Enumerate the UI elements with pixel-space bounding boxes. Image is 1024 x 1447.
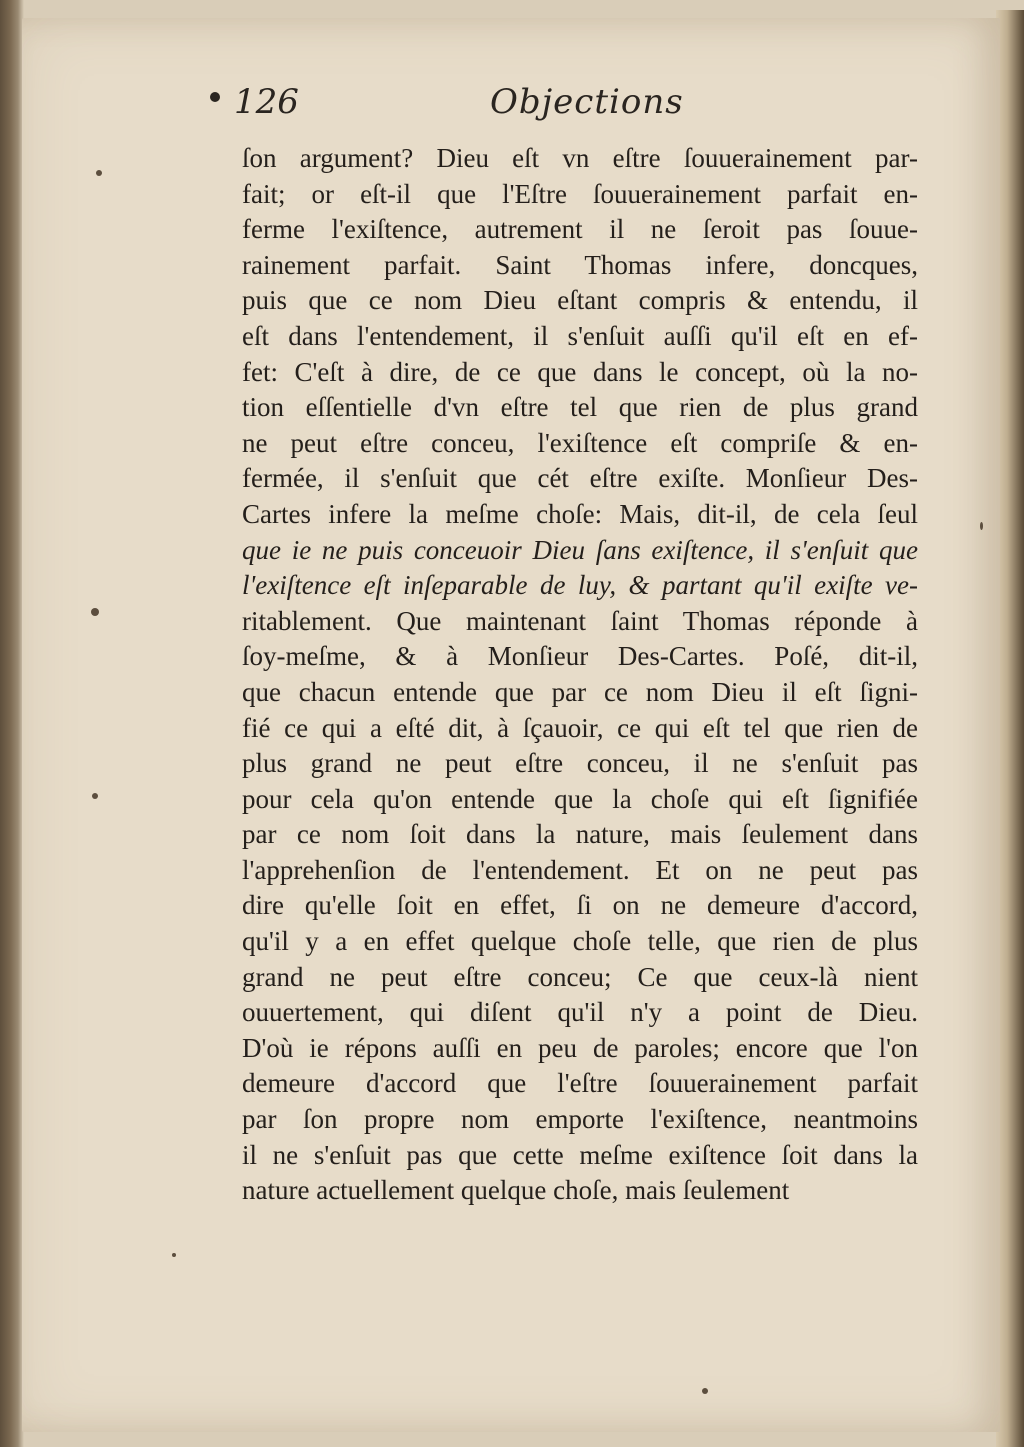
text-line-italic: l'exiſtence eſt inſeparable de luy, & partant qu'il exiſte ve-: [242, 570, 918, 601]
text-line-italic: que ie ne puis conceuoir Dieu ſans exiſtence, il s'enſuit que: [242, 534, 918, 565]
text-line: l'apprehenſion de l'entendement. Et on ne peut pas: [242, 854, 918, 885]
text-line: fait; or eſt-il que l'Eſtre ſouuerainement parfait en-: [242, 178, 918, 209]
text-line: ne peut eſtre conceu, l'exiſtence eſt compriſe & en-: [242, 427, 918, 458]
text-line: nature actuellement quelque choſe, mais ſeulement: [242, 1175, 790, 1206]
page-number: 126: [234, 82, 299, 122]
text-line: ſoy-meſme, & à Monſieur Des-Cartes. Poſé, dit-il,: [242, 641, 918, 672]
text-line: par ce nom ſoit dans la nature, mais ſeulement dans: [242, 819, 918, 850]
text-line: tion eſſentielle d'vn eſtre tel que rien de plus grand: [242, 392, 918, 423]
bullet-mark: [210, 92, 220, 102]
text-line: ſon argument? Dieu eſt vn eſtre ſouuerainement par-: [242, 143, 918, 173]
text-line: eſt dans l'entendement, il s'enſuit auſſi qu'il eſt en ef-: [242, 320, 918, 351]
body-text: [242, 141, 918, 1209]
ink-spot: [172, 1253, 176, 1257]
text-line: fet: C'eſt à dire, de ce que dans le concept, où la no-: [242, 356, 918, 387]
text-line: ritablement. Que maintenant ſaint Thomas réponde à: [242, 605, 918, 636]
text-line: qu'il y a en effet quelque choſe telle, que rien de plus: [242, 926, 918, 957]
text-line: pour cela qu'on entende que la choſe qui eſt ſignifiée: [242, 783, 918, 814]
text-line: fermée, il s'enſuit que cét eſtre exiſte. Monſieur Des-: [242, 463, 918, 494]
text-line: rainement parfait. Saint Thomas infere, doncques,: [242, 249, 918, 280]
text-line: ouuertement, qui diſent qu'il n'y a point de Dieu.: [242, 997, 918, 1028]
text-line: demeure d'accord que l'eſtre ſouuerainement parfait: [242, 1068, 918, 1099]
text-line: fié ce qui a eſté dit, à ſçauoir, ce qui eſt tel que rien de: [242, 712, 918, 743]
text-line: plus grand ne peut eſtre conceu, il ne s'enſuit pas: [242, 748, 918, 779]
text-line: puis que ce nom Dieu eſtant compris & entendu, il: [242, 285, 918, 316]
running-title: Objections: [490, 82, 684, 122]
text-line: que chacun entende que par ce nom Dieu il eſt ſigni-: [242, 676, 918, 707]
page-edge: [996, 10, 1024, 1447]
text-line: Cartes infere la meſme choſe: Mais, dit-il, de cela ſeul: [242, 498, 918, 529]
text-line: dire qu'elle ſoit en effet, ſi on ne demeure d'accord,: [242, 890, 918, 921]
text-line: il ne s'enſuit pas que cette meſme exiſtence ſoit dans la: [242, 1139, 918, 1170]
ink-spot: [96, 170, 102, 176]
text-line: par ſon propre nom emporte l'exiſtence, neantmoins: [242, 1104, 918, 1135]
ink-spot: [980, 522, 983, 530]
text-line: grand ne peut eſtre conceu; Ce que ceux-là nient: [242, 961, 918, 992]
ink-spot: [702, 1388, 708, 1394]
running-head: [210, 82, 710, 132]
ink-spot: [92, 793, 98, 799]
text-line: ferme l'exiſtence, autrement il ne ſeroit pas ſouue-: [242, 214, 918, 245]
text-line: D'où ie répons auſſi en peu de paroles; encore que l'on: [242, 1032, 918, 1063]
ink-spot: [91, 608, 99, 616]
